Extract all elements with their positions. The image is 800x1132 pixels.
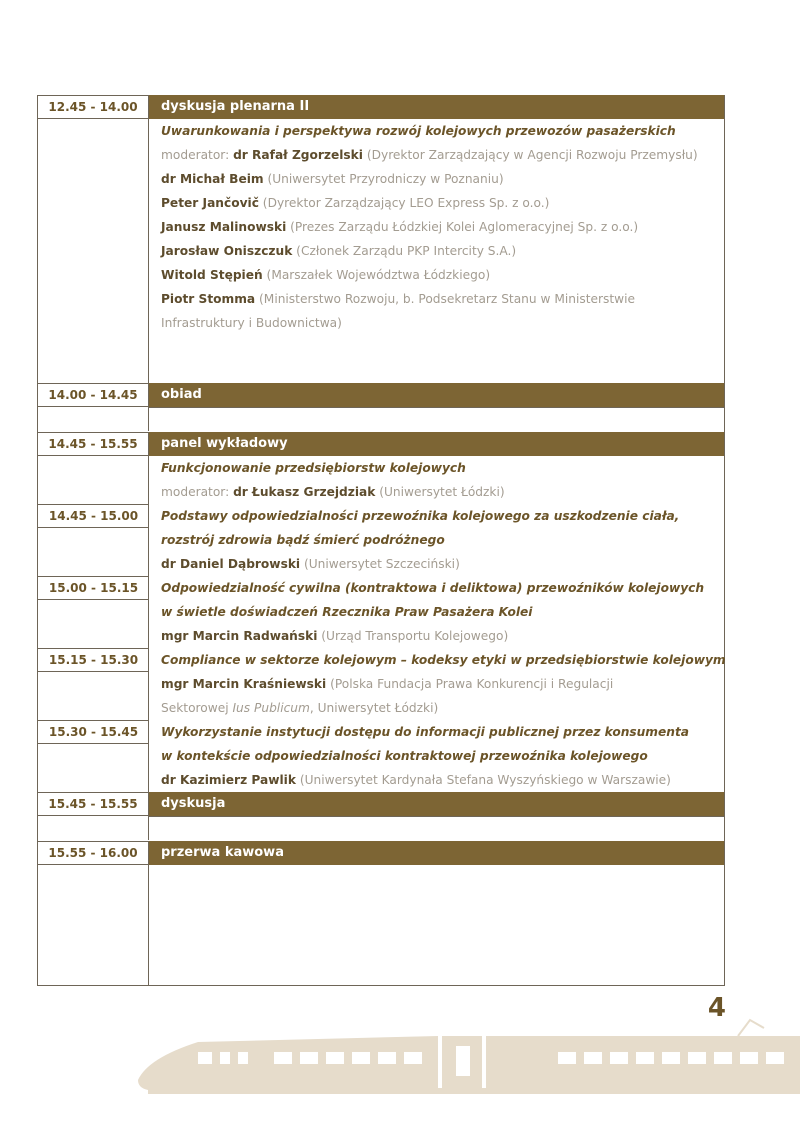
schedule-line xyxy=(161,528,724,552)
speaker-name: dr Michał Beim xyxy=(161,172,264,186)
schedule-line xyxy=(161,576,724,600)
moderator-label: moderator: xyxy=(161,485,234,499)
session-time: 14.45 - 15.55 xyxy=(38,432,149,456)
session-label: dyskusja plenarna II xyxy=(149,95,724,119)
talk-time: 15.15 - 15.30 xyxy=(38,648,149,672)
time-column xyxy=(38,648,149,720)
schedule-line xyxy=(161,937,724,961)
spacer-row xyxy=(38,407,724,432)
schedule-line xyxy=(161,311,724,335)
talk-content xyxy=(149,648,726,720)
speaker-name: dr Kazimierz Pawlik xyxy=(161,773,296,787)
schedule-line xyxy=(161,287,724,311)
content-cell xyxy=(148,816,724,841)
speaker-name: Witold Stępień xyxy=(161,268,263,282)
speaker-affiliation: (Członek Zarządu PKP Intercity S.A.) xyxy=(292,244,517,258)
talk-row xyxy=(38,504,724,576)
speaker-name: dr Rafał Zgorzelski xyxy=(233,148,363,162)
session-title: Podstawy odpowiedzialności przewoźnika kolejowego za uszkodzenie ciała, xyxy=(161,509,680,523)
session-title: rozstrój zdrowia bądź śmierć podróżnego xyxy=(161,533,445,547)
moderator-label: moderator: xyxy=(161,148,234,162)
speaker-affiliation: (Urząd Transportu Kolejowego) xyxy=(317,629,509,643)
session-title: Uwarunkowania i perspektywa rozwój kolejowych przewozów pasażerskich xyxy=(161,124,676,138)
schedule-line xyxy=(161,335,724,359)
speaker-affiliation: (Ministerstwo Rozwoju, b. Podsekretarz Stanu w Ministerstwie xyxy=(255,292,635,306)
schedule-line xyxy=(161,720,724,744)
schedule-line xyxy=(161,480,724,504)
speaker-name: dr Łukasz Grzejdziak xyxy=(233,485,376,499)
schedule-line xyxy=(161,696,726,720)
session-label: obiad xyxy=(149,383,724,407)
speaker-affiliation: (Dyrektor Zarządzający w Agencji Rozwoju Przemysłu) xyxy=(362,148,698,162)
session-content xyxy=(149,865,724,985)
talk-time: 14.45 - 15.00 xyxy=(38,504,149,528)
talk-time: 15.00 - 15.15 xyxy=(38,576,149,600)
session-content xyxy=(149,456,724,504)
speaker-affiliation: (Uniwersytet Szczeciński) xyxy=(300,557,460,571)
schedule-line xyxy=(161,744,724,768)
speaker-affiliation: Sektorowej xyxy=(161,701,233,715)
session-content xyxy=(149,119,724,383)
schedule-line xyxy=(161,359,724,383)
session-title: Compliance w sektorze kolejowym – kodeksy etyki w przedsiębiorstwie kolejowym xyxy=(161,653,726,667)
speaker-name: Jarosław Oniszczuk xyxy=(161,244,293,258)
speaker-affiliation: Infrastruktury i Budownictwa) xyxy=(161,316,342,330)
speaker-name: dr Daniel Dąbrowski xyxy=(161,557,301,571)
talk-row xyxy=(38,576,724,648)
schedule-line xyxy=(161,865,724,889)
session-label: panel wykładowy xyxy=(149,432,724,456)
speaker-affiliation: (Uniwersytet Przyrodniczy w Poznaniu) xyxy=(263,172,504,186)
session-header-row xyxy=(38,792,724,816)
schedule-line xyxy=(161,768,724,792)
speaker-name: Piotr Stomma xyxy=(161,292,256,306)
session-time: 15.55 - 16.00 xyxy=(38,841,149,865)
time-cell xyxy=(38,407,149,431)
speaker-affiliation: (Prezes Zarządu Łódzkiej Kolei Aglomeracyjnej Sp. z o.o.) xyxy=(286,220,639,234)
session-time: 14.00 - 14.45 xyxy=(38,383,149,407)
session-header-row xyxy=(38,95,724,119)
schedule-line xyxy=(161,648,726,672)
schedule-line xyxy=(161,167,724,191)
talk-time: 15.30 - 15.45 xyxy=(38,720,149,744)
session-content-row xyxy=(38,456,724,504)
schedule-line xyxy=(161,263,724,287)
spacer-row xyxy=(38,816,724,841)
speaker-affiliation: (Uniwersytet Kardynała Stefana Wyszyńskiego w Warszawie) xyxy=(295,773,671,787)
schedule-line xyxy=(161,624,724,648)
time-column xyxy=(38,576,149,648)
session-content-row xyxy=(38,865,724,985)
schedule-line xyxy=(161,504,724,528)
session-title: Wykorzystanie instytucji dostępu do informacji publicznej przez konsumenta xyxy=(161,725,689,739)
schedule-line xyxy=(161,456,724,480)
session-label: przerwa kawowa xyxy=(149,841,724,865)
time-cell xyxy=(38,865,149,985)
speaker-name: Janusz Malinowski xyxy=(161,220,287,234)
schedule-line xyxy=(161,215,724,239)
session-time: 15.45 - 15.55 xyxy=(38,792,149,816)
speaker-affiliation: (Polska Fundacja Prawa Konkurencji i Regulacji xyxy=(326,677,614,691)
session-title: Odpowiedzialność cywilna (kontraktowa i deliktowa) przewoźników kolejowych xyxy=(161,581,705,595)
schedule-line xyxy=(161,672,726,696)
speaker-name: Peter Jančovič xyxy=(161,196,259,210)
talk-row xyxy=(38,720,724,792)
schedule-table xyxy=(37,95,725,986)
session-label: dyskusja xyxy=(149,792,724,816)
session-time: 12.45 - 14.00 xyxy=(38,95,149,119)
schedule-line xyxy=(161,552,724,576)
schedule-line xyxy=(161,913,724,937)
time-column xyxy=(38,720,149,792)
session-title: w kontekście odpowiedzialności kontraktowej przewoźnika kolejowego xyxy=(161,749,648,763)
talk-content xyxy=(149,504,724,576)
speaker-name: mgr Marcin Kraśniewski xyxy=(161,677,327,691)
schedule-line xyxy=(161,889,724,913)
speaker-affiliation: (Marszałek Województwa Łódzkiego) xyxy=(262,268,491,282)
time-cell xyxy=(38,816,149,840)
affiliation-italic: Ius Publicum xyxy=(232,701,310,715)
speaker-affiliation: (Dyrektor Zarządzający LEO Express Sp. z o.o.) xyxy=(258,196,550,210)
schedule-line xyxy=(161,143,724,167)
session-title: Funkcjonowanie przedsiębiorstw kolejowych xyxy=(161,461,466,475)
talk-content xyxy=(149,576,724,648)
time-cell xyxy=(38,456,149,504)
session-header-row xyxy=(38,841,724,865)
session-title: w świetle doświadczeń Rzecznika Praw Pasażera Kolei xyxy=(161,605,533,619)
page-number: 4 xyxy=(707,993,726,1023)
speaker-affiliation: (Uniwersytet Łódzki) xyxy=(375,485,505,499)
schedule-line xyxy=(161,961,724,985)
talk-row xyxy=(38,648,724,720)
time-cell xyxy=(38,119,149,383)
session-header-row xyxy=(38,383,724,407)
schedule-line xyxy=(161,239,724,263)
schedule-line xyxy=(161,191,724,215)
speaker-name: mgr Marcin Radwański xyxy=(161,629,318,643)
session-content-row xyxy=(38,119,724,383)
content-cell xyxy=(148,407,724,432)
train-illustration xyxy=(138,1010,800,1132)
schedule-line xyxy=(161,119,724,143)
schedule-line xyxy=(161,600,724,624)
time-column xyxy=(38,504,149,576)
speaker-affiliation: , Uniwersytet Łódzki) xyxy=(309,701,439,715)
talk-content xyxy=(149,720,724,792)
session-header-row xyxy=(38,432,724,456)
